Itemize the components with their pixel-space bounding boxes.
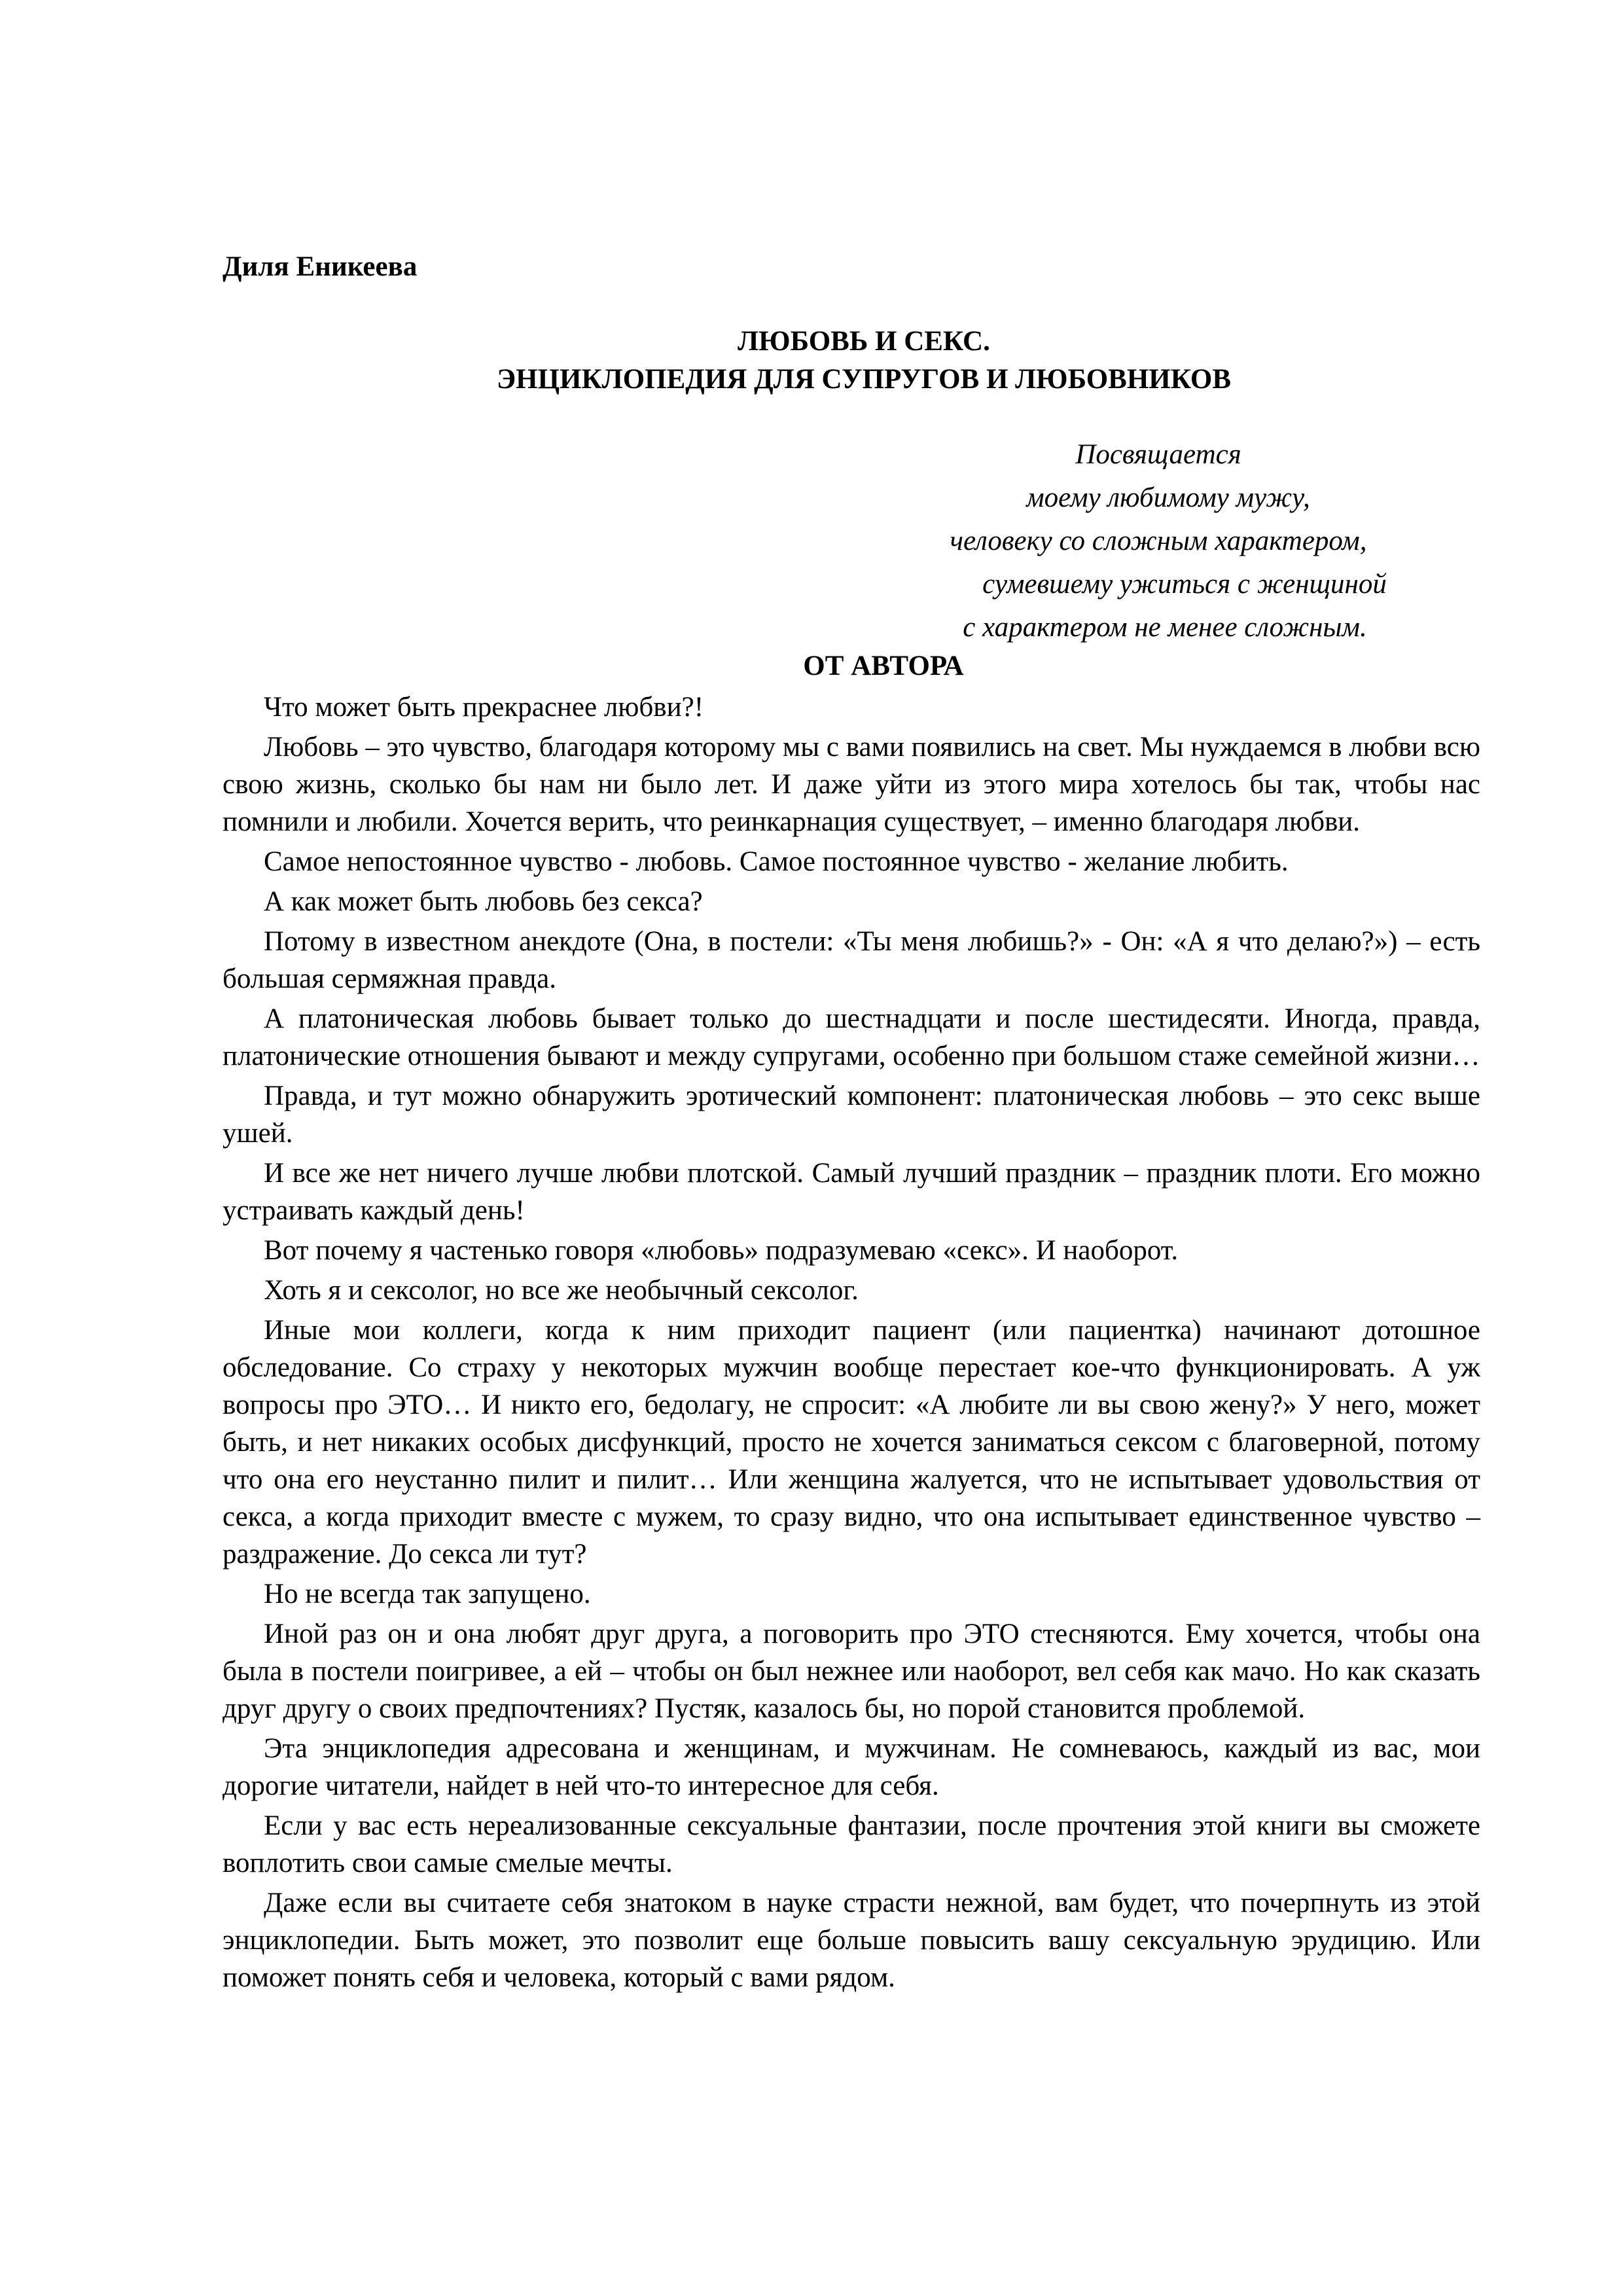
paragraph: Самое непостоянное чувство - любовь. Самое постоянное чувство - желание любить. <box>264 846 1289 877</box>
paragraph: Эта энциклопедия адресована и женщинам, и мужчинам. Не сомневаюсь, каждый из вас, мои дорогие читатели, найдет в ней что-то интересное для себя. <box>223 1733 1480 1801</box>
paragraph: Любовь – это чувство, благодаря которому мы с вами появились на свет. Мы нуждаемся в любви всю свою жизнь, сколько бы нам ни было лет. И даже уйти из этого мира хотелось бы так, чтобы нас помнили и любили. Хочется верить, что реинкарнация существует, – именно благодаря любви. <box>223 732 1480 837</box>
paragraph: Иной раз он и она любят друг друга, а поговорить про ЭТО стесняются. Ему хочется, чтобы она была в постели поигривее, а ей – чтобы он был нежнее или наоборот, вел себя как мачо. Но как сказать друг другу о своих предпочтениях? Пустяк, казалось бы, но порой становится проблемой. <box>223 1619 1480 1724</box>
dedication-line: Посвящается <box>1075 439 1241 470</box>
paragraph: Но не всегда так запущено. <box>264 1579 591 1609</box>
paragraph: Вот почему я частенько говоря «любовь» подразумеваю «секс». И наоборот. <box>264 1235 1179 1266</box>
paragraph: Что может быть прекраснее любви?! <box>264 692 704 723</box>
paragraph: А как может быть любовь без секса? <box>264 886 703 917</box>
paragraph: Правда, и тут можно обнаружить эротический компонент: платоническая любовь – это секс выше ушей. <box>223 1081 1480 1149</box>
dedication-line: моему любимому мужу, <box>1026 482 1310 513</box>
paragraph: А платоническая любовь бывает только до шестнадцати и после шестидесяти. Иногда, правда, платонические отношения бывают и между супругами, особенно при большом стаже семейной жизни… <box>223 1003 1480 1071</box>
section-heading: ОТ АВТОРА <box>803 651 964 681</box>
book-title <box>0 323 1623 399</box>
dedication <box>720 433 1623 649</box>
dedication-line: сумевшему ужиться с женщиной <box>982 569 1387 600</box>
paragraph: Хоть я и сексолог, но все же необычный сексолог. <box>264 1275 859 1306</box>
body-text <box>223 689 1480 1999</box>
book-title-line: ЭНЦИКЛОПЕДИЯ ДЛЯ СУПРУГОВ И ЛЮБОВНИКОВ <box>496 364 1231 395</box>
dedication-line: человеку со сложным характером, <box>950 526 1367 556</box>
paragraph: Если у вас есть нереализованные сексуальные фантазии, после прочтения этой книги вы сможете воплотить свои самые смелые мечты. <box>223 1810 1480 1878</box>
dedication-line: с характером не менее сложным. <box>963 612 1367 643</box>
paragraph: Потому в известном анекдоте (Она, в постели: «Ты меня любишь?» - Он: «А я что делаю?») – есть большая сермяжная правда. <box>223 926 1480 994</box>
paragraph: Иные мои коллеги, когда к ним приходит пациент (или пациентка) начинают дотошное обследование. Со страху у некоторых мужчин вообще перестает кое-что функционировать. А уж вопросы про ЭТО… И никто его, бедолагу, не спросит: «А любите ли вы свою жену?» У него, может быть, и нет никаких особых дисфункций, просто не хочется заниматься сексом с благоверной, потому что она его неустанно пилит и пилит… Или женщина жалуется, что не испытывает удовольствия от секса, а когда приходит вместе с мужем, то сразу видно, что она испытывает единственное чувство – раздражение. До секса ли тут? <box>223 1315 1480 1570</box>
author-name: Диля Еникеева <box>223 251 418 282</box>
paragraph: Даже если вы считаете себя знатоком в науке страсти нежной, вам будет, что почерпнуть из этой энциклопедии. Быть может, это позволит еще больше повысить вашу сексуальную эрудицию. Или поможет понять себя и человека, который с вами рядом. <box>223 1888 1480 1993</box>
paragraph: И все же нет ничего лучше любви плотской. Самый лучший праздник – праздник плоти. Его можно устраивать каждый день! <box>223 1158 1480 1226</box>
book-title-line: ЛЮБОВЬ И СЕКС. <box>738 326 990 357</box>
